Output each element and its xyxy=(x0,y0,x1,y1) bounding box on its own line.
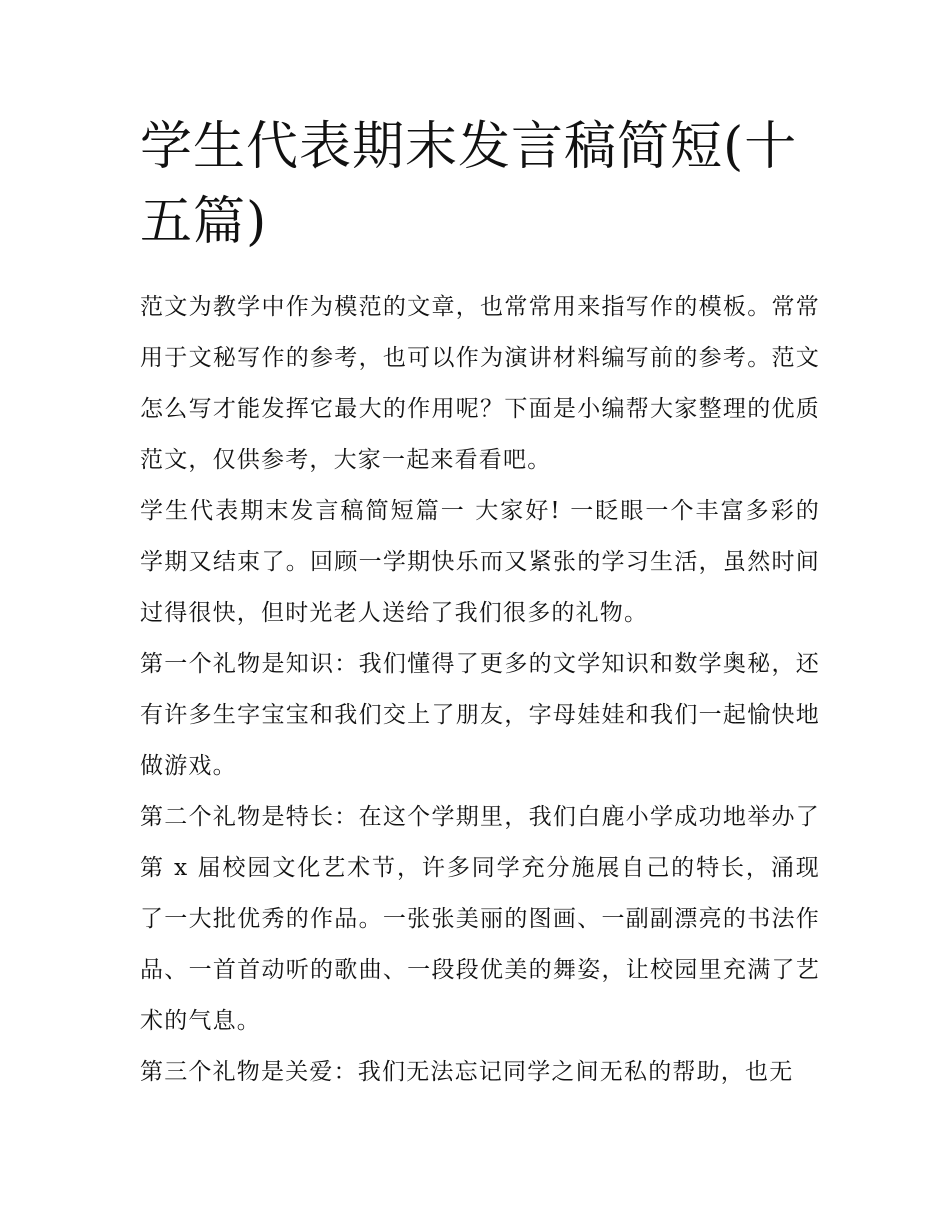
paragraph-speech-opening: 学生代表期末发言稿简短篇一 大家好! 一眨眼一个丰富多彩的学期又结束了。回顾一学期快乐而又紧张的学习生活，虽然时间过得很快，但时光老人送给了我们很多的礼物。 xyxy=(140,498,820,626)
paragraph-gift-care: 第三个礼物是关爱：我们无法忘记同学之间无私的帮助，也无 xyxy=(140,1059,794,1085)
paragraph-intro: 范文为教学中作为模范的文章，也常常用来指写作的模板。常常用于文秘写作的参考，也可以作为演讲材料编写前的参考。范文怎么写才能发挥它最大的作用呢？下面是小编帮大家整理的优质范文，仅供参考，大家一起来看看吧。 xyxy=(140,294,820,473)
paragraph-gift-knowledge: 第一个礼物是知识：我们懂得了更多的文学知识和数学奥秘，还有许多生字宝宝和我们交上了朋友，字母娃娃和我们一起愉快地做游戏。 xyxy=(140,651,820,779)
document-title: 学生代表期末发言稿简短(十五篇) xyxy=(140,117,798,252)
document-body xyxy=(140,282,820,1098)
paragraph-gift-talent: 第二个礼物是特长：在这个学期里，我们白鹿小学成功地举办了第 x 届校园文化艺术节，许多同学充分施展自己的特长，涌现了一大批优秀的作品。一张张美丽的图画、一副副漂亮的书法作品、一首首动听的歌曲、一段段优美的舞姿，让校园里充满了艺术的气息。 xyxy=(140,804,820,1034)
